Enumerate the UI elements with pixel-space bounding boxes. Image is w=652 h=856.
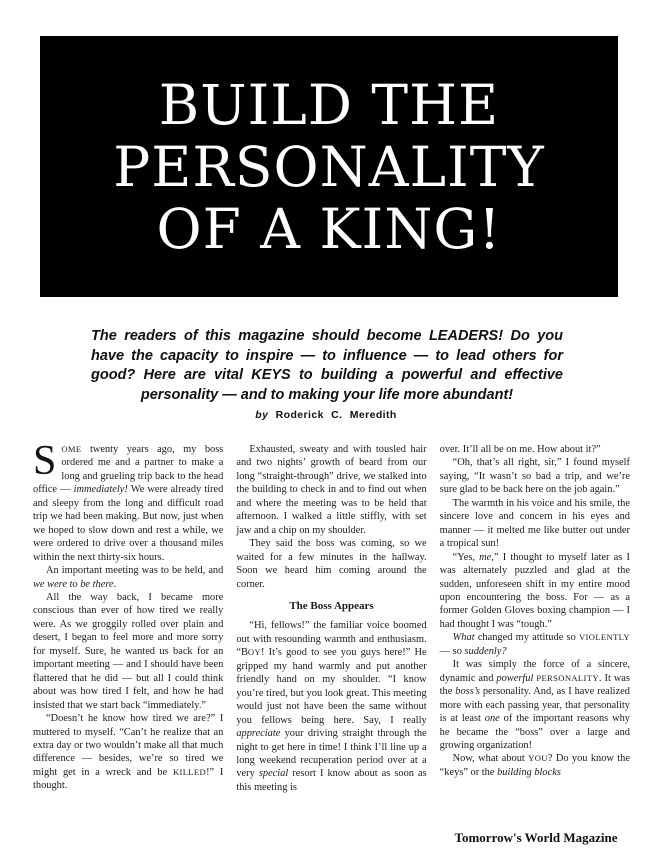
drop-cap: S — [33, 443, 57, 484]
byline — [0, 409, 652, 421]
paragraph: They said the boss was coming, so we waited for a few minutes in the hallway. Soon we heard him coming around the corner. — [236, 538, 427, 590]
paragraph: An important meeting was to be held, and we were to be there. — [33, 565, 224, 590]
paragraph: All the way back, I became more conscious than ever of how tired we really were. As we groggily rolled over plain and desert, I began to feel more and more sorry for myself. Sure, he wanted us back for an important meeting — and I should have been flattered that he did — but all I could think about was how tired I felt, and how he had insisted that we start back “immediately.” — [33, 591, 224, 711]
paragraph: Exhausted, sweaty and with tousled hair and two nights’ growth of beard from our long “straight-through” drive, we stalked into the building to check in and to find out when and where the meeting was to be held that afternoon. I walked a little stiffly, with set jaw and a chip on my shoulder. — [236, 444, 427, 536]
paragraph: The warmth in his voice and his smile, the sincere love and concern in his eyes and manner — it melted me like butter out under a tropical sun! — [439, 497, 630, 550]
paragraph: SOME twenty years ago, my boss ordered me and a partner to make a long and grueling trip back to the head office — immediately! We were already tired and sleepy from the long and difficult road trip we had been making. But now, just when we hoped to slow down and rest a while, we were ordered to drive over a thousand miles within the next thirty-six hours. — [33, 443, 224, 563]
section-heading: The Boss Appears — [289, 599, 374, 612]
columns — [33, 443, 630, 823]
text-column — [440, 443, 630, 823]
text-column — [33, 443, 223, 823]
paragraph: “Yes, me,” I thought to myself later as I was alternately puzzled and glad at the sudden, unforeseen shift in my entire mood upon encountering the boss. For — as a former Golden Gloves boxing champion — I had thought I was “tough.” — [439, 551, 630, 630]
title-line-2: PERSONALITY — [113, 134, 545, 199]
title-block — [40, 36, 618, 297]
paragraph: Now, what about YOU? Do you know the “keys” or the building blocks — [439, 753, 630, 778]
title-line-1: BUILD THE — [158, 72, 500, 137]
paragraph: “Doesn’t he know how tired we are?” I muttered to myself. “Can’t he realize that an extra day or two wouldn’t make all that much difference — besides, we’re so tired we might get in a wreck and be KILLED!” I thought. — [33, 713, 224, 792]
paragraph: It was simply the force of a sincere, dynamic and powerful PERSONALITY. It was the boss’s personality. And, as I have realized more with each passing year, that personality is at least one of the important reasons why he became the “boss” over a large and growing organization! — [439, 659, 630, 751]
byline-prefix: by — [255, 409, 269, 421]
magazine-name-footer: Tomorrow's World Magazine — [454, 830, 618, 845]
text-column — [236, 443, 426, 823]
paragraph: “Hi, fellows!” the familiar voice boomed out with resounding warmth and enthusiasm. “BOY! It’s good to see you guys here!” He gripped my hand warmly and put another friendly hand on my shoulder. “I know you’re tired, but you look great. This meeting would just not have been the same without you fellows being here. Say, I really appreciate your driving straight through the night to get here in time! I think I’ll line up a long weekend recuperation period over at a very special resort I know about as soon as this meeting is — [236, 620, 427, 793]
intro-blurb: The readers of this magazine should become LEADERS! Do you have the capacity to inspire — to influence — to lead others for good? Here are vital KEYS to building a powerful and effective personality — and to making your life more abundant! — [91, 328, 563, 403]
paragraph: “Oh, that’s all right, sir,” I found myself saying, “It wasn’t so bad a trip, and we’re sure glad to be back here on the job again.” — [439, 457, 630, 496]
title-line-3: OF A KING! — [156, 196, 502, 261]
paragraph: What changed my attitude so VIOLENTLY — so suddenly? — [439, 632, 630, 657]
paragraph: over. It’ll all be on me. How about it?” — [439, 444, 601, 455]
byline-author: Roderick C. Meredith — [275, 409, 397, 421]
